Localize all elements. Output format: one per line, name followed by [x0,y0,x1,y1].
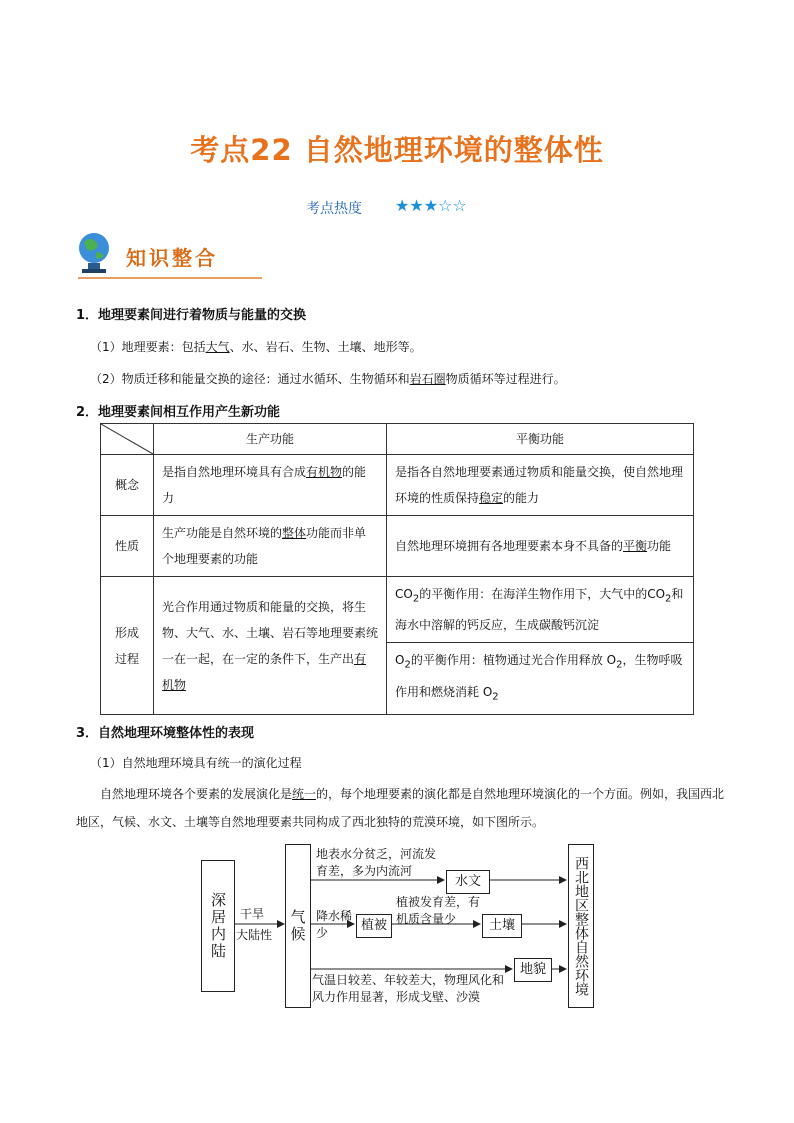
section2-heading: 2．地理要素间相互作用产生新功能 [76,405,281,420]
table-cell: 是指自然地理环境具有合成有机物的能力 [154,455,387,516]
heat-label: 考点热度 [306,201,362,217]
table-cell: $CO_2$的平衡作用：在海洋生物作用下，大气中的$CO_2$和海水中溶解的钙反应，生成碳酸钙沉淀 [387,577,694,643]
box-hydrology: 水文 [446,870,490,894]
section1-item2: （2）物质迁移和能量交换的途径：通过水循环、生物循环和岩石圈物质循环等过程进行。 [90,372,566,386]
row-label: 性质 [101,516,154,577]
text-hydrology-desc: 地表水分贫乏，河流发育差，多为内流河 [316,847,437,878]
box-climate: 气候 [285,844,311,1008]
section1-item1: （1）地理要素：包括大气、水、岩石、生物、土壤、地形等。 [90,340,422,354]
arrow-label-arid: 干旱 [240,907,265,921]
table-header-balance: 平衡功能 [387,424,694,455]
section1-heading: 1．地理要素间进行着物质与能量的交换 [76,308,307,323]
section3-heading: 3．自然地理环境整体性的表现 [76,726,255,741]
text-landform-desc: 气温日较差、年较差大，物理风化和风力作用显著，形成戈壁、沙漠 [312,973,505,1004]
box-northwest-environment: 西北地区整体自然环境 [568,844,594,1008]
arrow-label-continental: 大陆性 [236,928,273,942]
box-inland: 深居内陆 [201,860,235,992]
table-header-production: 生产功能 [154,424,387,455]
table-cell: 光合作用通过物质和能量的交换，将生物、大气、水、土壤、岩石等地理要素统一在一起，在一定的条件下，生产出有机物 [154,577,387,715]
row-label: 概念 [101,455,154,516]
table-cell: 生产功能是自然环境的整体功能而非单个地理要素的功能 [154,516,387,577]
table-cell: 自然地理环境拥有各地理要素本身不具备的平衡功能 [387,516,694,577]
box-landform: 地貌 [514,958,552,982]
table-cell: 是指各自然地理要素通过物质和能量交换，使自然地理环境的性质保持稳定的能力 [387,455,694,516]
page-title: 考点22 自然地理环境的整体性 [190,133,604,167]
box-soil: 土壤 [482,914,522,938]
table-cell: $O_2$的平衡作用：植物通过光合作用释放 $O_2$，生物呼吸作用和燃烧消耗 $O_2$ [387,643,694,715]
section3-paragraph: 自然地理环境各个要素的发展演化是统一的，每个地理要素的演化都是自然地理环境演化的一个方面。例如，我国西北地区，气候、水文、土壤等自然地理要素共同构成了西北独特的荒漠环境，如下图所示。 [76,787,725,829]
section-title: 知识整合 [126,246,218,270]
text-rainfall: 降水稀少 [316,909,353,940]
heat-rating-stars: ★★★☆☆ [395,196,467,215]
box-vegetation: 植被 [356,914,392,938]
section3-subheading: （1）自然地理环境具有统一的演化过程 [90,756,302,770]
text-vegetation-desc: 植被发育差，有机质含量少 [396,895,481,926]
row-label: 形成 过程 [101,577,154,715]
